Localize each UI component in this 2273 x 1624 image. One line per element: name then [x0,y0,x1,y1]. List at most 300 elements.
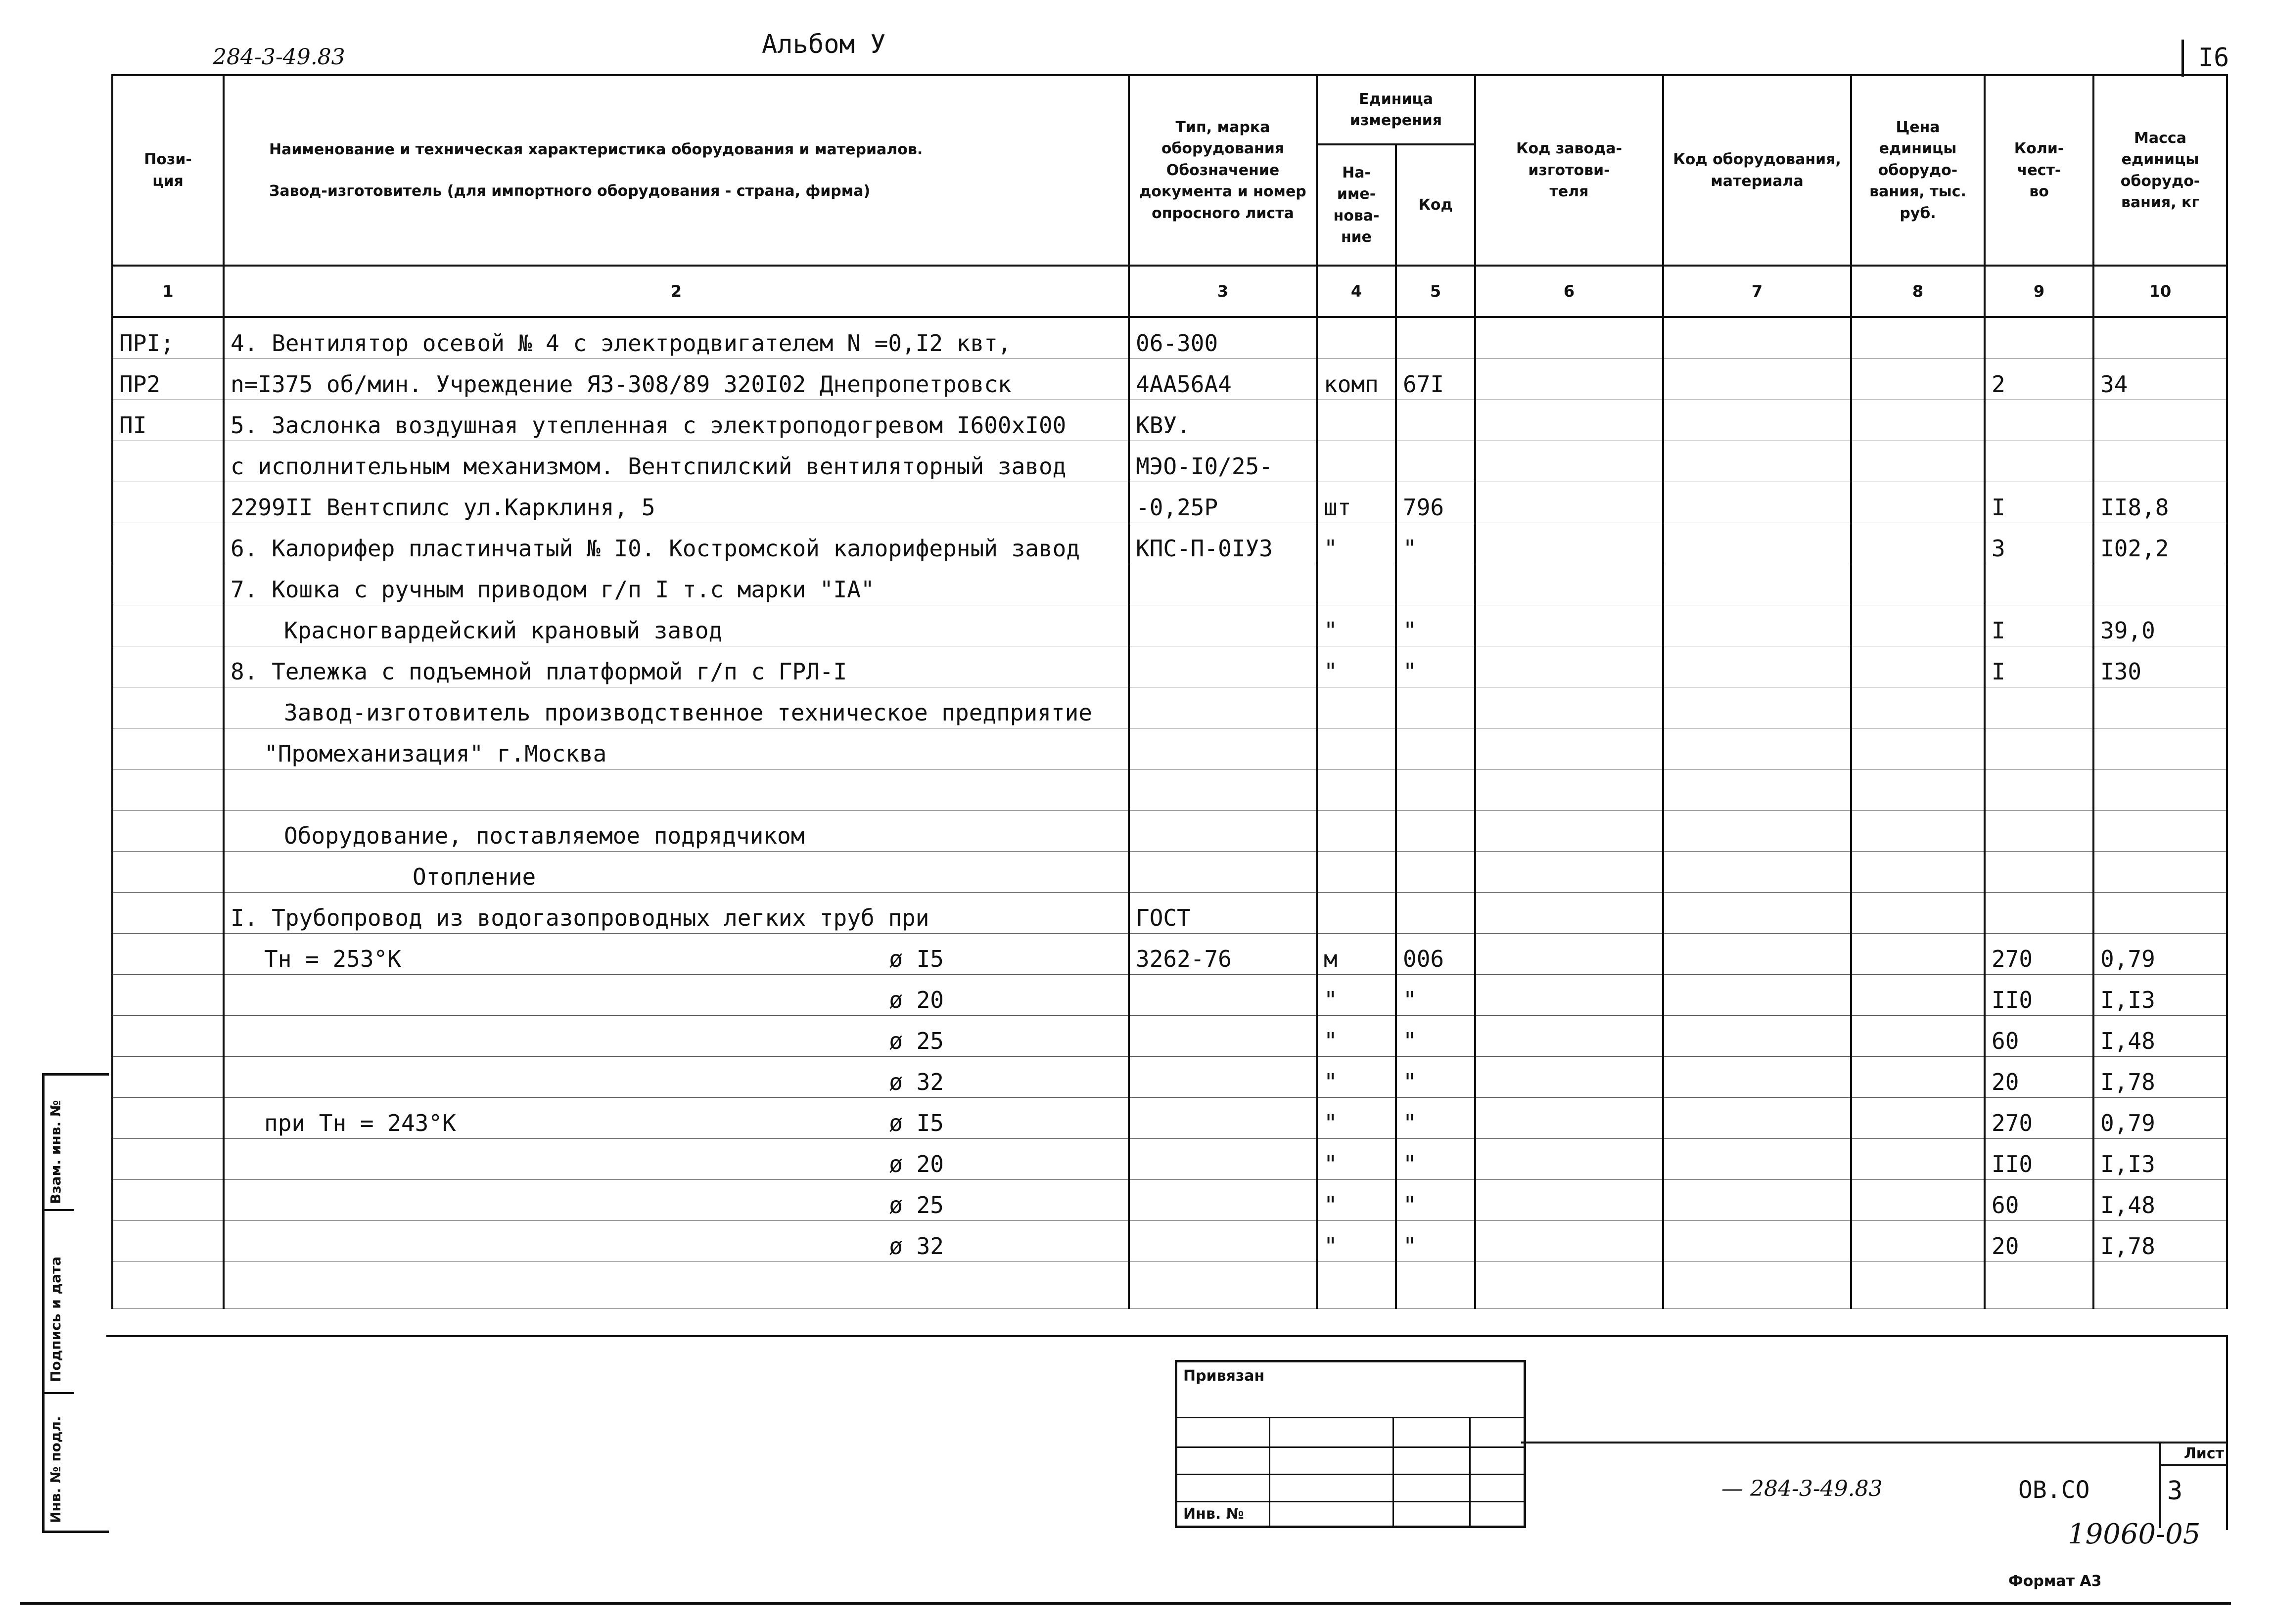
cell-type [1129,769,1317,811]
table-row [112,893,2227,934]
table-row [112,852,2227,893]
col-header-unit-name: На- име- нова- ние [1317,144,1396,266]
cell-price [1851,441,1985,482]
cell-type [1129,1016,1317,1057]
cell-type: 3262-76 [1129,934,1317,975]
cell-equipment-code [1663,893,1851,934]
cell-unit-code [1396,1262,1475,1309]
table-row [112,1016,2227,1057]
cell-name [224,646,1129,687]
cell-plant-code [1475,482,1663,523]
cell-mass: I,48 [2093,1016,2227,1057]
cell-price [1851,482,1985,523]
cell-unit-code: " [1396,1180,1475,1221]
table-row [112,441,2227,482]
bottom-frame [106,1335,2228,1530]
stamp-vline [1392,1417,1394,1526]
cell-plant-code [1475,728,1663,769]
cell-plant-code [1475,1057,1663,1098]
cell-unit-name [1317,400,1396,441]
cell-unit-name: " [1317,1057,1396,1098]
col-number: 2 [224,266,1129,317]
cell-unit-code [1396,728,1475,769]
cell-type: КПС-П-0IУ3 [1129,523,1317,564]
cell-unit-name [1317,564,1396,605]
cell-type: 4АА56А4 [1129,359,1317,400]
side-cell-sign-date [45,1209,74,1394]
cell-position [112,646,224,687]
cell-unit-code: 67I [1396,359,1475,400]
cell-price [1851,1221,1985,1262]
cell-price [1851,811,1985,852]
cell-type: МЭО-I0/25- [1129,441,1317,482]
cell-unit-code: " [1396,1139,1475,1180]
cell-type [1129,1057,1317,1098]
cell-type [1129,852,1317,893]
cell-plant-code [1475,400,1663,441]
cell-unit-code [1396,564,1475,605]
cell-plant-code [1475,811,1663,852]
table-row [112,1057,2227,1098]
cell-name [224,728,1129,769]
cell-quantity [1985,400,2093,441]
cell-unit-code: " [1396,605,1475,646]
cell-diameter: ø 20 [889,987,944,1013]
table-row [112,1221,2227,1262]
table-row [112,1139,2227,1180]
cell-quantity [1985,317,2093,359]
cell-position [112,1016,224,1057]
cell-mass: 0,79 [2093,1098,2227,1139]
cell-unit-name [1317,893,1396,934]
cell-plant-code [1475,1139,1663,1180]
cell-unit-name [1317,317,1396,359]
table-row [112,317,2227,359]
cell-position [112,687,224,728]
cell-unit-code [1396,811,1475,852]
cell-unit-name [1317,852,1396,893]
cell-name [224,1262,1129,1309]
cell-quantity: 60 [1985,1016,2093,1057]
cell-unit-name: " [1317,646,1396,687]
cell-position: ПР2 [112,359,224,400]
cell-price [1851,1139,1985,1180]
col-header-quantity: Коли- чест- во [1985,75,2093,266]
cell-type [1129,564,1317,605]
inventory-number: 19060-05 [2068,1518,2201,1550]
table-row [112,605,2227,646]
table-row [112,687,2227,728]
side-cell-inv-copy [45,1076,74,1211]
table-row [112,728,2227,769]
cell-type [1129,975,1317,1016]
cell-equipment-code [1663,441,1851,482]
cell-name [224,1098,1129,1139]
page-number: I6 [2181,40,2243,77]
side-label-inv-orig: Инв. № подл. [47,1416,64,1523]
cell-name-text: с исполнительным механизмом. Вентспилский вентиляторный завод [231,453,1067,480]
cell-unit-name [1317,441,1396,482]
stamp-line [1177,1474,1524,1475]
cell-equipment-code [1663,687,1851,728]
cell-name [224,934,1129,975]
cell-equipment-code [1663,728,1851,769]
cell-mass: I,78 [2093,1221,2227,1262]
cell-quantity: 20 [1985,1221,2093,1262]
cell-diameter: ø I5 [889,1110,944,1136]
col-header-name-line1: Наименование и техническая характеристика оборудования и материалов. [269,141,923,158]
cell-diameter: ø 32 [889,1233,944,1260]
cell-unit-code: " [1396,1016,1475,1057]
cell-name [224,523,1129,564]
cell-name-text: Оборудование, поставляемое подрядчиком [284,822,805,849]
cell-equipment-code [1663,1262,1851,1309]
cell-unit-code [1396,317,1475,359]
stamp-vline [1269,1417,1270,1526]
col-header-equipment-code: Код оборудования, материала [1663,75,1851,266]
cell-name [224,1180,1129,1221]
cell-equipment-code [1663,1016,1851,1057]
cell-type [1129,1262,1317,1309]
cell-price [1851,852,1985,893]
cell-type [1129,811,1317,852]
col-header-name [224,75,1129,266]
cell-mass: 39,0 [2093,605,2227,646]
table-row [112,646,2227,687]
cell-quantity [1985,564,2093,605]
cell-plant-code [1475,564,1663,605]
cell-type [1129,1180,1317,1221]
cell-position: ПРI; [112,317,224,359]
cell-unit-code [1396,400,1475,441]
cell-price [1851,359,1985,400]
cell-mass: I,48 [2093,1180,2227,1221]
cell-name [224,605,1129,646]
cell-price [1851,1057,1985,1098]
col-header-position: Пози- ция [112,75,224,266]
cell-type: -0,25Р [1129,482,1317,523]
stamp-line [1177,1501,1524,1502]
cell-unit-code [1396,441,1475,482]
cell-unit-code: " [1396,646,1475,687]
cell-plant-code [1475,852,1663,893]
cell-quantity: 2 [1985,359,2093,400]
sheet-number: 3 [2167,1476,2183,1506]
col-header-name-line2: Завод-изготовитель (для импортного оборудования - страна, фирма) [269,182,871,200]
cell-mass [2093,400,2227,441]
cell-equipment-code [1663,605,1851,646]
col-number: 1 [112,266,224,317]
col-number: 8 [1851,266,1985,317]
cell-equipment-code [1663,400,1851,441]
cell-unit-name: " [1317,1139,1396,1180]
cell-unit-name: комп [1317,359,1396,400]
cell-equipment-code [1663,1057,1851,1098]
cell-unit-name: " [1317,975,1396,1016]
cell-unit-name [1317,811,1396,852]
cell-plant-code [1475,1262,1663,1309]
table-row [112,1262,2227,1309]
cell-name-text: 7. Кошка с ручным приводом г/п I т.с марки "IA" [231,576,875,603]
cell-mass [2093,811,2227,852]
cell-plant-code [1475,523,1663,564]
cell-unit-name: " [1317,605,1396,646]
cell-name [224,1139,1129,1180]
cell-position [112,934,224,975]
cell-unit-code: " [1396,523,1475,564]
cell-type [1129,605,1317,646]
format-label: Формат А3 [2008,1573,2102,1590]
table-row [112,1098,2227,1139]
cell-plant-code [1475,1098,1663,1139]
cell-position [112,441,224,482]
cell-equipment-code [1663,975,1851,1016]
cell-unit-name [1317,769,1396,811]
stamp-line [1177,1446,1524,1448]
attachment-stamp [1175,1360,1526,1528]
cell-equipment-code [1663,482,1851,523]
cell-mass: I,I3 [2093,975,2227,1016]
cell-unit-name: " [1317,1016,1396,1057]
cell-name [224,1221,1129,1262]
cell-price [1851,893,1985,934]
table-row [112,1180,2227,1221]
cell-quantity: I [1985,482,2093,523]
cell-position [112,564,224,605]
col-header-price: Цена единицы оборудо-вания, тыс. руб. [1851,75,1985,266]
side-label-inv-copy: Взам. инв. № [47,1100,64,1204]
cell-name-text: Тн = 253°К [264,946,401,972]
cell-unit-code [1396,893,1475,934]
cell-type: 06-300 [1129,317,1317,359]
cell-unit-code: " [1396,1098,1475,1139]
cell-unit-name: м [1317,934,1396,975]
cell-price [1851,1016,1985,1057]
cell-name [224,893,1129,934]
cell-unit-name: " [1317,1180,1396,1221]
cell-name-text: 8. Тележка с подъемной платформой г/п с ГРЛ-I [231,658,847,685]
col-number: 7 [1663,266,1851,317]
cell-price [1851,1180,1985,1221]
cell-type: КВУ. [1129,400,1317,441]
cell-quantity: 270 [1985,1098,2093,1139]
cell-mass: 0,79 [2093,934,2227,975]
cell-price [1851,728,1985,769]
cell-position [112,811,224,852]
cell-mass: II8,8 [2093,482,2227,523]
specification-table [111,74,2228,1309]
cell-name-text: Красногвардейский крановый завод [284,617,723,644]
table-row [112,769,2227,811]
cell-quantity [1985,769,2093,811]
cell-unit-code [1396,852,1475,893]
cell-quantity: I [1985,646,2093,687]
cell-name-text: Отопление [413,863,536,890]
cell-price [1851,605,1985,646]
cell-unit-code: " [1396,1221,1475,1262]
col-number: 3 [1129,266,1317,317]
cell-mass: I,I3 [2093,1139,2227,1180]
cell-position [112,605,224,646]
cell-mass [2093,852,2227,893]
cell-mass: I,78 [2093,1057,2227,1098]
table-row [112,523,2227,564]
cell-unit-code: 796 [1396,482,1475,523]
cell-quantity [1985,441,2093,482]
cell-name [224,564,1129,605]
cell-type [1129,1221,1317,1262]
col-number: 9 [1985,266,2093,317]
cell-name-text: Завод-изготовитель производственное техническое предприятие [284,699,1092,726]
cell-quantity: 270 [1985,934,2093,975]
cell-mass [2093,1262,2227,1309]
cell-mass [2093,893,2227,934]
cell-position: ПI [112,400,224,441]
cell-price [1851,400,1985,441]
cell-price [1851,975,1985,1016]
cell-name-text: "Промеханизация" г.Москва [264,740,607,767]
cell-name-text: 5. Заслонка воздушная утепленная с электроподогревом I600xI00 [231,412,1067,439]
cell-equipment-code [1663,317,1851,359]
cell-equipment-code [1663,359,1851,400]
cell-name [224,769,1129,811]
cell-unit-name: " [1317,1098,1396,1139]
cell-quantity [1985,893,2093,934]
cell-quantity: II0 [1985,1139,2093,1180]
cell-price [1851,934,1985,975]
page-bottom-line [20,1602,2231,1605]
cell-equipment-code [1663,1221,1851,1262]
cell-price [1851,646,1985,687]
doc-number-bottom: — 284-3-49.83 [1721,1476,1883,1501]
cell-quantity [1985,811,2093,852]
cell-name-text: 4. Вентилятор осевой № 4 с электродвигателем N =0,I2 квт, [231,330,1012,357]
cell-diameter: ø 32 [889,1069,944,1095]
cell-equipment-code [1663,934,1851,975]
cell-diameter: ø 25 [889,1192,944,1218]
cell-name [224,687,1129,728]
side-cell-inv-orig [45,1392,74,1528]
cell-quantity [1985,1262,2093,1309]
cell-name [224,975,1129,1016]
cell-quantity: 3 [1985,523,2093,564]
col-number: 6 [1475,266,1663,317]
cell-mass: 34 [2093,359,2227,400]
section-code: ОВ.СО [2018,1476,2090,1504]
cell-position [112,1139,224,1180]
cell-mass [2093,317,2227,359]
table-row [112,811,2227,852]
cell-quantity: 20 [1985,1057,2093,1098]
cell-quantity: 60 [1985,1180,2093,1221]
cell-equipment-code [1663,523,1851,564]
cell-position [112,1098,224,1139]
cell-plant-code [1475,646,1663,687]
cell-mass: I30 [2093,646,2227,687]
table-row [112,564,2227,605]
cell-equipment-code [1663,852,1851,893]
cell-plant-code [1475,1180,1663,1221]
cell-price [1851,769,1985,811]
cell-unit-name [1317,687,1396,728]
cell-name [224,317,1129,359]
cell-plant-code [1475,893,1663,934]
cell-name [224,441,1129,482]
cell-equipment-code [1663,769,1851,811]
cell-equipment-code [1663,564,1851,605]
cell-type [1129,1098,1317,1139]
stamp-attached-label: Привязан [1183,1367,1265,1385]
stamp-inv-label: Инв. № [1183,1505,1244,1523]
title-block-line [1521,1442,2226,1444]
cell-plant-code [1475,769,1663,811]
cell-type [1129,728,1317,769]
cell-name [224,482,1129,523]
cell-name [224,1057,1129,1098]
sheet-box [2159,1442,2228,1528]
cell-price [1851,317,1985,359]
cell-name-text: n=I375 об/мин. Учреждение ЯЗ-308/89 320I02 Днепропетровск [231,371,1012,398]
cell-position [112,1221,224,1262]
cell-unit-name [1317,1262,1396,1309]
cell-position [112,1057,224,1098]
cell-equipment-code [1663,1180,1851,1221]
cell-type [1129,1139,1317,1180]
cell-unit-code [1396,687,1475,728]
side-stamp-column [42,1073,109,1533]
cell-position [112,523,224,564]
col-number: 5 [1396,266,1475,317]
cell-price [1851,1098,1985,1139]
cell-name-text: 6. Калорифер пластинчатый № I0. Костромской калориферный завод [231,535,1080,562]
col-header-unit-code: Код [1396,144,1475,266]
column-number-row [112,266,2227,317]
cell-plant-code [1475,1221,1663,1262]
cell-type [1129,687,1317,728]
col-header-plant-code: Код завода-изготови- теля [1475,75,1663,266]
cell-unit-name [1317,728,1396,769]
cell-unit-name: " [1317,523,1396,564]
cell-plant-code [1475,441,1663,482]
cell-equipment-code [1663,1098,1851,1139]
cell-position [112,893,224,934]
cell-name [224,852,1129,893]
table-row [112,934,2227,975]
cell-plant-code [1475,359,1663,400]
cell-position [112,728,224,769]
cell-mass [2093,441,2227,482]
side-label-sign-date: Подпись и дата [47,1256,64,1382]
cell-plant-code [1475,1016,1663,1057]
cell-unit-code: " [1396,1057,1475,1098]
cell-unit-code: 006 [1396,934,1475,975]
cell-plant-code [1475,605,1663,646]
cell-diameter: ø 25 [889,1028,944,1054]
sheet-label: Лист [2161,1442,2228,1466]
col-number: 4 [1317,266,1396,317]
cell-name [224,1016,1129,1057]
cell-position [112,1180,224,1221]
cell-type [1129,646,1317,687]
cell-quantity: I [1985,605,2093,646]
cell-position [112,852,224,893]
cell-unit-code [1396,769,1475,811]
cell-mass [2093,564,2227,605]
cell-position [112,769,224,811]
cell-mass: I02,2 [2093,523,2227,564]
cell-position [112,1262,224,1309]
cell-unit-name: " [1317,1221,1396,1262]
